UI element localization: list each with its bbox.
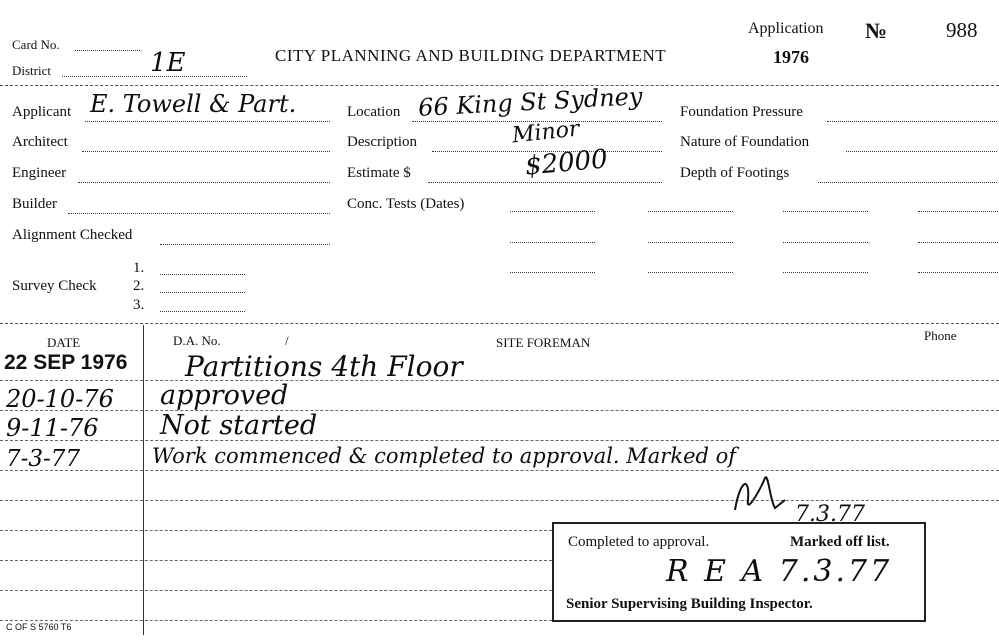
conc-tests-label: Conc. Tests (Dates) [347, 196, 465, 212]
conc-line-3 [783, 211, 868, 212]
log-rule [0, 410, 999, 411]
log-entry-date: 7-3-77 [6, 446, 81, 472]
estimate-label: Estimate $ [347, 165, 411, 181]
depth-footings-label: Depth of Footings [680, 165, 790, 181]
header-divider [0, 85, 999, 86]
architect-label: Architect [12, 134, 68, 150]
stamp-inspector-text: Senior Supervising Building Inspector. [566, 596, 813, 612]
applicant-value: E. Towell & Part. [90, 90, 297, 118]
survey-line-3 [160, 311, 245, 312]
log-divider [0, 323, 999, 324]
log-rule [0, 590, 552, 591]
survey-label: Survey Check [12, 278, 97, 294]
log-entry-date: 9-11-76 [6, 414, 99, 442]
builder-label: Builder [12, 196, 57, 212]
alignment-line [160, 244, 330, 245]
estimate-value: $2000 [523, 144, 609, 182]
survey-number-2: 2. [133, 278, 145, 294]
description-value: Minor [510, 116, 581, 149]
conc-line-1 [510, 211, 595, 212]
form-code: C OF S 5760 T6 [6, 622, 72, 632]
da-header: D.A. No. [173, 333, 221, 348]
survey-number-3: 3. [133, 297, 145, 313]
log-rule [0, 560, 552, 561]
date-column-divider [143, 325, 144, 635]
survey-line-2 [160, 292, 245, 293]
stamp-marked-text: Marked off list. [790, 534, 890, 550]
conc-line-5 [510, 242, 595, 243]
log-rule [0, 530, 552, 531]
conc-line-2 [648, 211, 733, 212]
location-label: Location [347, 104, 401, 120]
foundation-pressure-label: Foundation Pressure [680, 104, 803, 120]
log-rule [0, 620, 552, 621]
log-entry-note: approved [160, 380, 289, 411]
log-entry-note: Not started [160, 410, 318, 441]
da-mark: / [285, 333, 289, 348]
application-number: 988 [946, 18, 978, 42]
site-foreman-header: SITE FOREMAN [496, 335, 591, 350]
depth-footings-line [818, 182, 997, 183]
stamp-handwritten: R E A 7.3.77 [666, 554, 893, 589]
log-entry-date: 22 SEP 1976 [4, 351, 128, 374]
alignment-label: Alignment Checked [12, 227, 133, 243]
conc-line-11 [783, 272, 868, 273]
foundation-pressure-line [827, 121, 997, 122]
phone-header: Phone [924, 328, 957, 343]
stamp-completed-text: Completed to approval. [568, 534, 710, 550]
conc-line-4 [918, 211, 998, 212]
estimate-line [428, 182, 662, 183]
conc-line-10 [648, 272, 733, 273]
description-label: Description [347, 134, 417, 150]
architect-line [82, 151, 330, 152]
card-no-line [75, 50, 140, 51]
survey-line-1 [160, 274, 245, 275]
builder-line [68, 213, 330, 214]
engineer-line [78, 182, 330, 183]
applicant-line [85, 121, 330, 122]
survey-number-1: 1. [133, 260, 145, 276]
conc-line-6 [648, 242, 733, 243]
log-rule [0, 470, 999, 471]
nature-foundation-label: Nature of Foundation [680, 134, 810, 150]
card-no-label: Card No. [12, 37, 60, 52]
log-rule [0, 380, 999, 381]
district-value: 1E [150, 48, 186, 78]
conc-line-9 [510, 272, 595, 273]
applicant-label: Applicant [12, 104, 72, 120]
application-label: Application [748, 20, 824, 37]
conc-line-12 [918, 272, 998, 273]
application-year: 1976 [773, 47, 809, 67]
district-label: District [12, 63, 51, 78]
conc-line-7 [783, 242, 868, 243]
department-title: CITY PLANNING AND BUILDING DEPARTMENT [275, 46, 667, 65]
location-value: 66 King St Sydney [417, 82, 644, 122]
nature-foundation-line [846, 151, 997, 152]
conc-line-8 [918, 242, 998, 243]
log-rule [0, 440, 999, 441]
log-rule [0, 500, 999, 501]
approval-stamp [552, 522, 926, 622]
log-entry-note: Work commenced & completed to approval. Marked of [152, 444, 737, 468]
log-entry-date: 20-10-76 [6, 385, 114, 413]
number-sign: № [865, 18, 888, 43]
log-entry-note: Partitions 4th Floor [185, 350, 463, 383]
engineer-label: Engineer [12, 165, 67, 181]
signature-scribble [730, 470, 790, 520]
date-header: DATE [47, 335, 81, 350]
signature-date: 7.3.77 [795, 502, 865, 527]
